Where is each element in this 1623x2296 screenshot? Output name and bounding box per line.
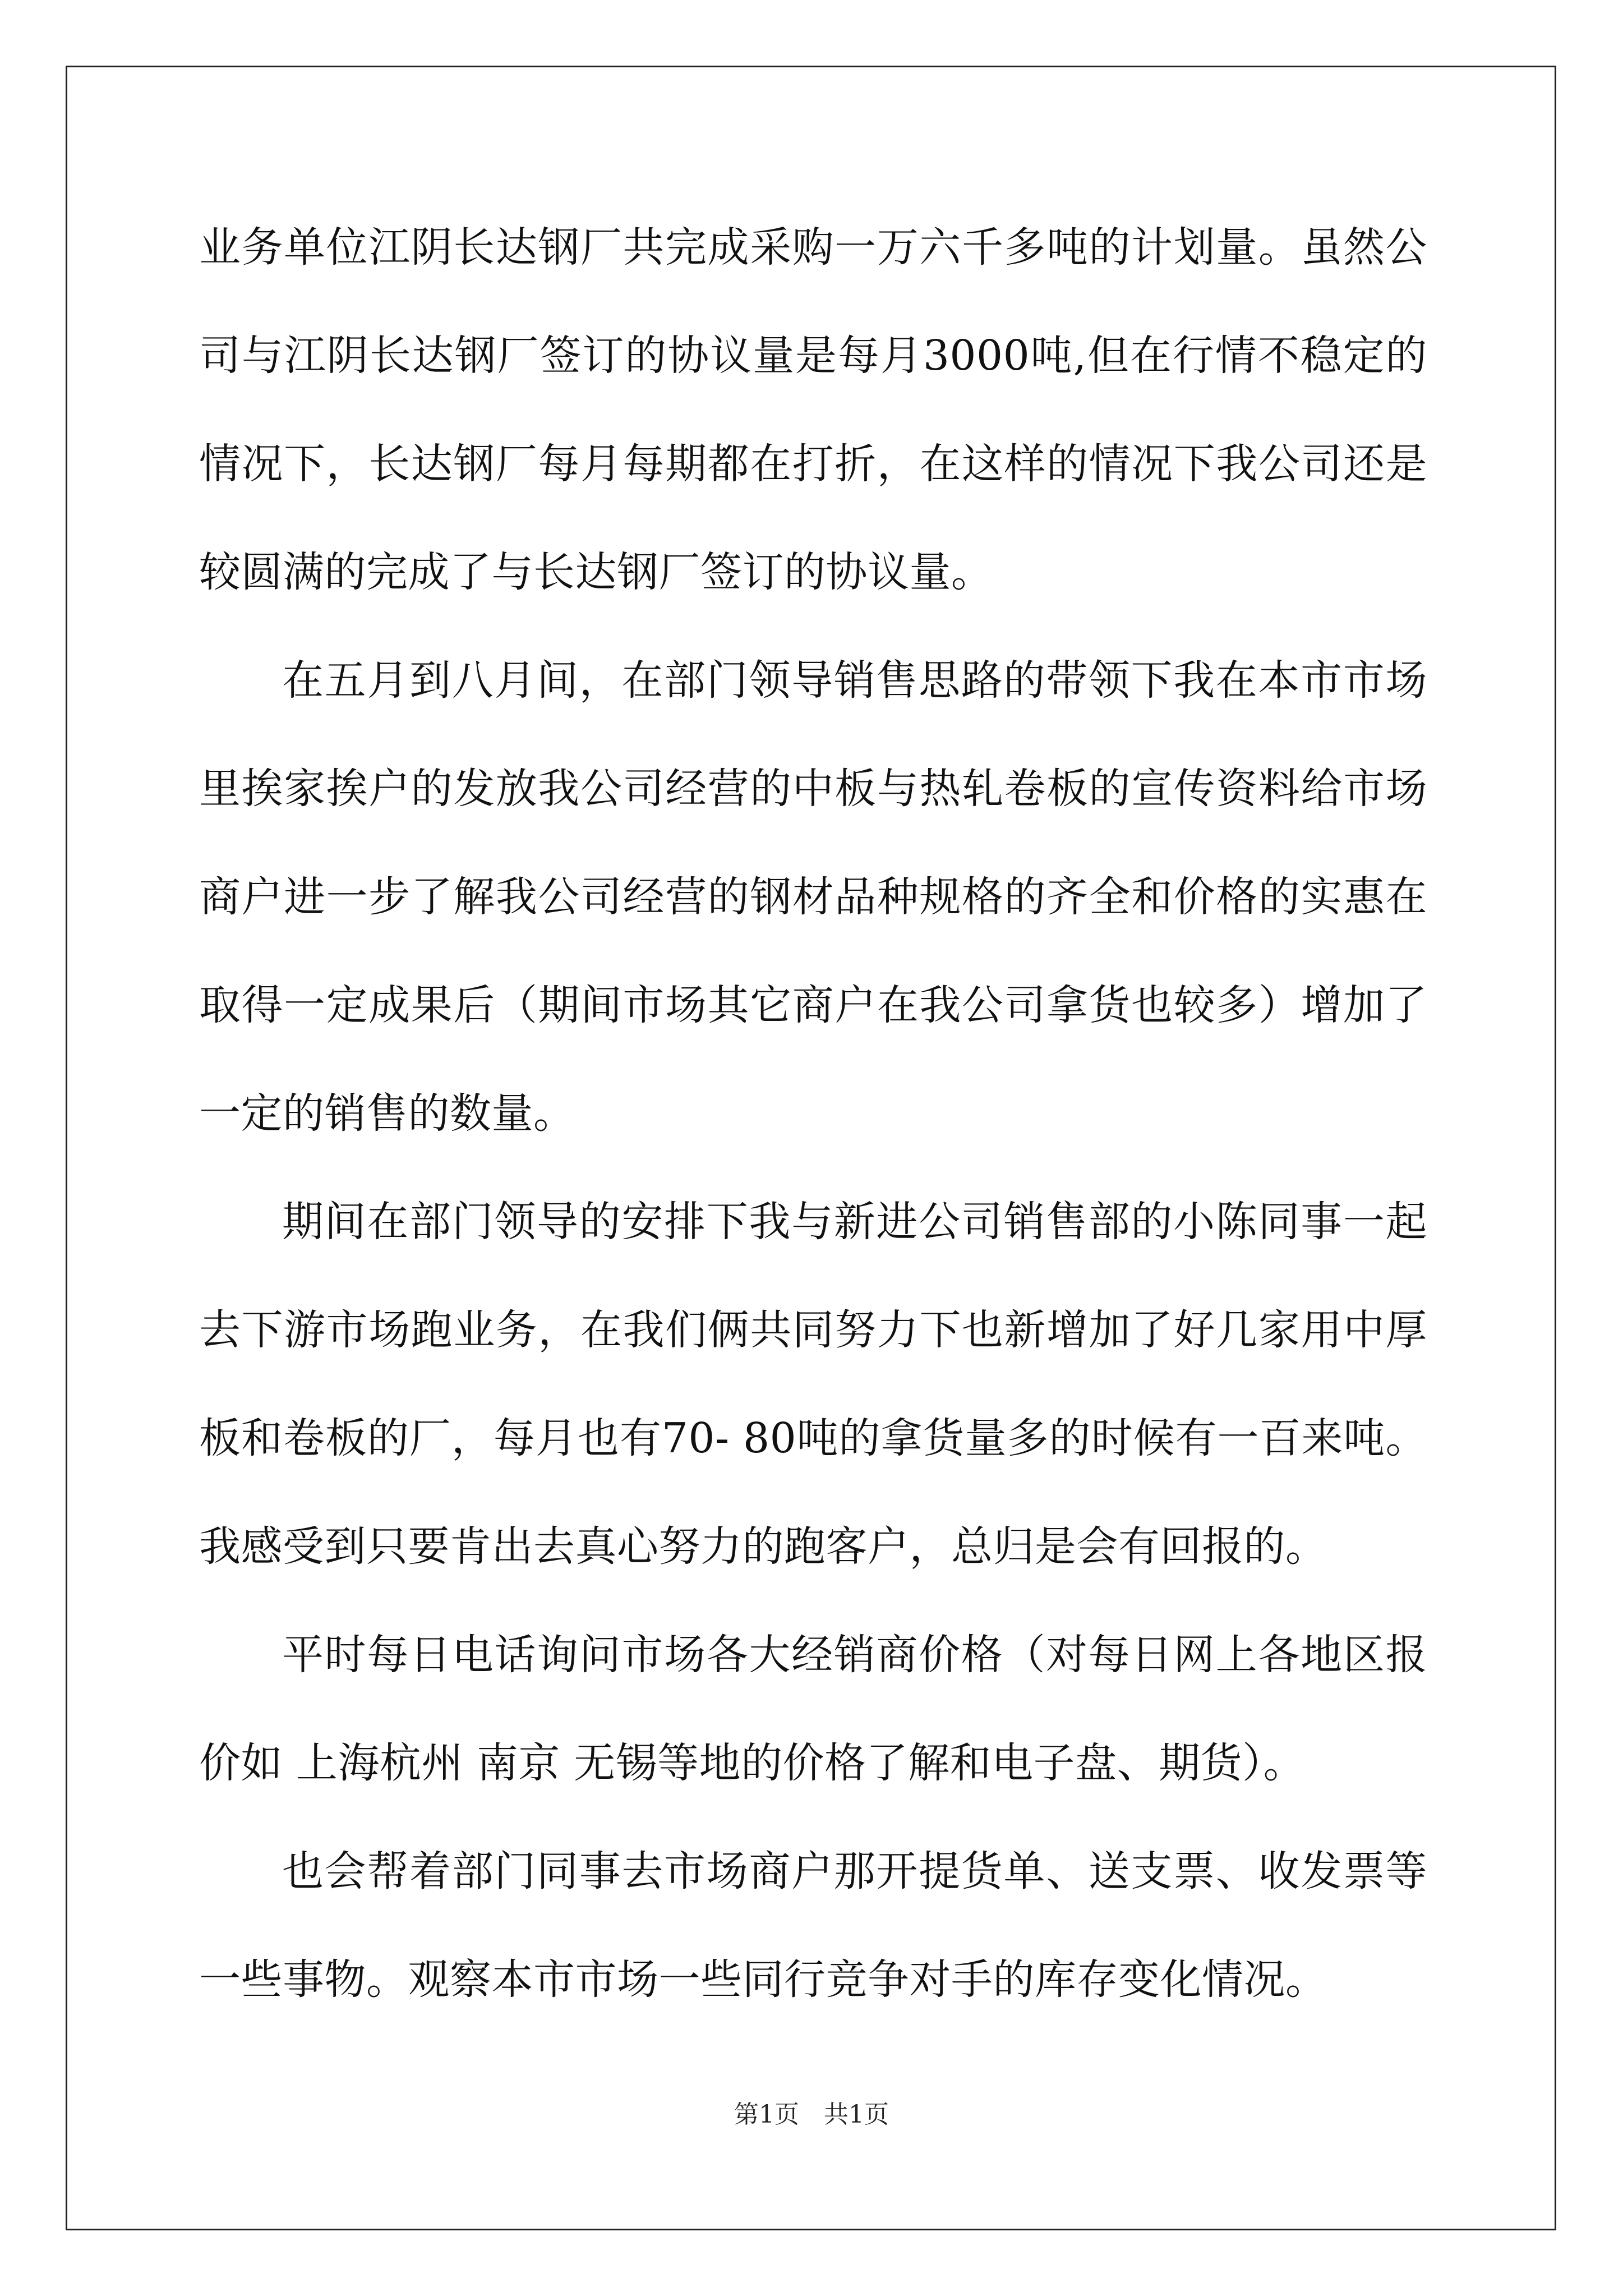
paragraph-1: 业务单位江阴长达钢厂共完成采购一万六千多吨的计划量。虽然公司与江阴长达钢厂签订的协议量是每月3000吨,但在行情不稳定的情况下，长达钢厂每月每期都在打折，在这样的情况下我公司还是较圆满的完成了与长达钢厂签订的协议量。: [199, 223, 1427, 596]
page-number: 第1页: [734, 2100, 799, 2129]
page-footer: [0, 2098, 1623, 2132]
page-total: 共1页: [824, 2100, 889, 2129]
paragraph-5: 也会帮着部门同事去市场商户那开提货单、送支票、收发票等一些事物。观察本市市场一些同行竞争对手的库存变化情况。: [199, 1847, 1427, 2004]
paragraph-2: 在五月到八月间，在部门领导销售思路的带领下我在本市市场里挨家挨户的发放我公司经营的中板与热轧卷板的宣传资料给市场商户进一步了解我公司经营的钢材品种规格的齐全和价格的实惠在取得一定成果后（期间市场其它商户在我公司拿货也较多）增加了一定的销售的数量。: [199, 656, 1427, 1138]
paragraph-3: 期间在部门领导的安排下我与新进公司销售部的小陈同事一起去下游市场跑业务，在我们俩共同努力下也新增加了好几家用中厚板和卷板的厂，每月也有70- 80吨的拿货量多的时候有一百来吨。我感受到只要肯出去真心努力的跑客户，总归是会有回报的。: [199, 1198, 1427, 1571]
document-body: [199, 194, 1427, 2034]
paragraph-4: 平时每日电话询问市场各大经销商价格（对每日网上各地区报价如 上海杭州 南京 无锡等地的价格了解和电子盘、期货）。: [199, 1631, 1427, 1787]
